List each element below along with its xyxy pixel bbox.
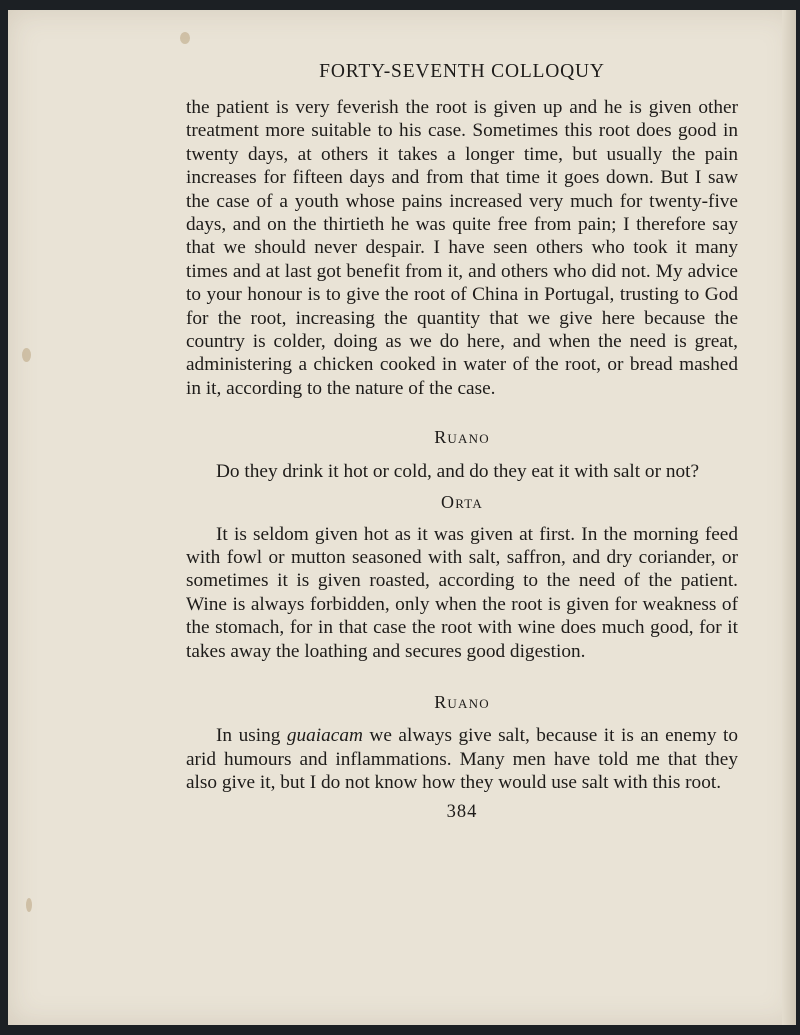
stain-mark <box>26 898 32 912</box>
paragraph <box>186 724 738 794</box>
speaker-heading: Orta <box>441 492 483 513</box>
speaker-heading: Ruano <box>434 427 490 448</box>
paragraph-text: we always give salt, because it is an enemy to arid humours and inflammations. Many men have told me that they also give it, but I do not know how they would use salt with this root. <box>186 725 739 794</box>
page-edge-shadow <box>782 10 796 1025</box>
paragraph: Do they drink it hot or cold, and do they eat it with salt or not? <box>216 460 700 482</box>
page-number: 384 <box>446 801 478 822</box>
italic-term: guaiacam <box>286 725 363 747</box>
stain-mark <box>180 32 190 44</box>
speaker-heading: Ruano <box>434 691 490 712</box>
page-text <box>186 60 738 824</box>
paragraph: It is seldom given hot as it was given at first. In the morning feed with fowl or mutton seasoned with salt, saffron, and dry coriander, or sometimes it is given roasted, according to the need of the patient. Wine is always forbidden, only when the root is given for weakness of the stomach, for in that case the root with wine does much good, for it takes away the loathing and secures good digestion. <box>186 523 738 662</box>
running-head: FORTY-SEVENTH COLLOQUY <box>319 61 605 82</box>
paragraph-text: In using <box>216 725 287 747</box>
stain-mark <box>22 348 31 362</box>
paragraph: the patient is very feverish the root is given up and he is given other treatment more suitable to his case. Sometimes this root does good in twenty days, at others it takes a longer time, but usually the pain increases for fifteen days and from that time it goes down. But I saw the case of a youth whose pains increased very much for twenty-five days, and on the thirtieth he was quite free from pain; I therefore say that we should never despair. I have seen others who took it many times and at last got benefit from it, and others who did not. My advice to your honour is to give the root of China in Portugal, trusting to God for the root, increasing the quantity that we give here because the country is colder, doing as we do here, and when the need is great, administering a chicken cooked in water of the root, or bread mashed in it, according to the nature of the case. <box>186 97 738 399</box>
